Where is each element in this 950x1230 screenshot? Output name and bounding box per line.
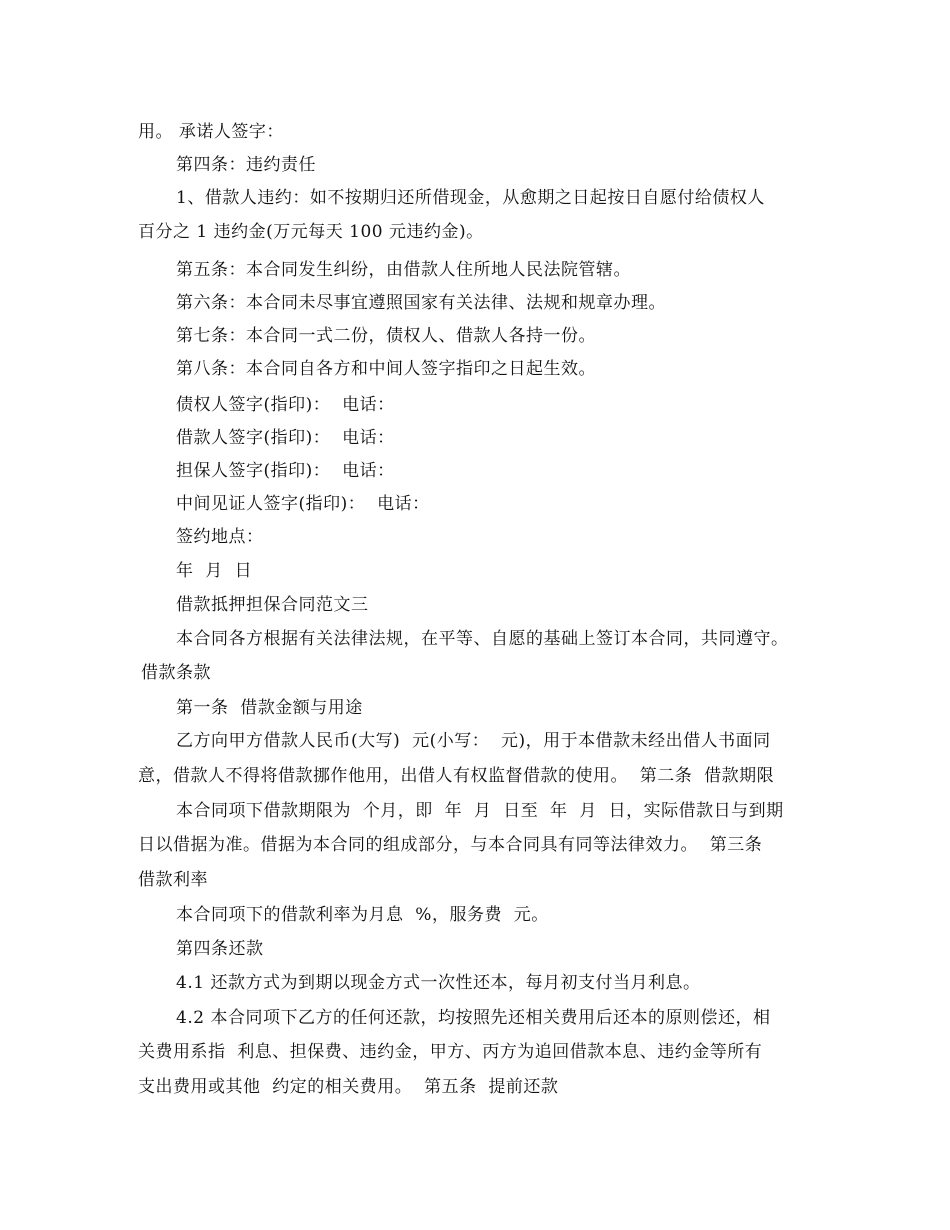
text-line: 关费用系指 利息、担保费、违约金，甲方、丙方为追回借款本息、违约金等所有 [138, 1042, 763, 1062]
text-line: 本合同项下借款期限为 个月，即 年 月 日至 年 月 日，实际借款日与到期 [176, 801, 784, 821]
text-line: 4.2 本合同项下乙方的任何还款，均按照先还相关费用后还本的原则偿还，相 [176, 1008, 771, 1028]
text-line: 年 月 日 [176, 561, 253, 581]
text-line: 百分之 1 违约金(万元每天 100 元违约金)。 [138, 222, 484, 242]
text-line: 1、借款人违约：如不按期归还所借现金，从愈期之日起按日自愿付给债权人 [176, 188, 765, 208]
text-line: 借款条款 [141, 663, 211, 683]
text-line: 第六条：本合同未尽事宜遵照国家有关法律、法规和规章办理。 [176, 293, 666, 313]
text-line: 支出费用或其他 约定的相关费用。 第五条 提前还款 [138, 1077, 559, 1097]
text-line: 第五条：本合同发生纠纷，由借款人住所地人民法院管辖。 [176, 260, 631, 280]
text-line: 4.1 还款方式为到期以现金方式一次性还本，每月初支付当月利息。 [176, 973, 701, 993]
text-line: 意，借款人不得将借款挪作他用，出借人有权监督借款的使用。 第二条 借款期限 [138, 766, 775, 786]
text-line: 本合同项下的借款利率为月息 %，服务费 元。 [176, 905, 549, 925]
text-line: 日以借据为准。借据为本合同的组成部分，与本合同具有同等法律效力。 第三条 [138, 835, 763, 855]
text-line: 借款人签字(指印)： 电话： [176, 428, 395, 448]
text-line: 第四条还款 [176, 939, 264, 959]
text-line: 第一条 借款金额与用途 [176, 698, 363, 718]
text-line: 乙方向甲方借款人民币(大写) 元(小写： 元)，用于本借款未经出借人书面同 [176, 731, 771, 751]
text-line: 第四条：违约责任 [176, 155, 316, 175]
text-line: 借款利率 [138, 870, 208, 890]
text-line: 中间见证人签字(指印)： 电话： [176, 494, 430, 514]
text-line: 签约地点： [176, 527, 264, 547]
text-line: 用。 承诺人签字： [138, 122, 284, 142]
text-line: 本合同各方根据有关法律法规，在平等、自愿的基础上签订本合同，共同遵守。 [176, 629, 789, 649]
text-line: 债权人签字(指印)： 电话： [176, 395, 395, 415]
text-line: 担保人签字(指印)： 电话： [176, 461, 395, 481]
text-line: 借款抵押担保合同范文三 [176, 595, 369, 615]
text-line: 第八条：本合同自各方和中间人签字指印之日起生效。 [176, 359, 596, 379]
text-line: 第七条：本合同一式二份，债权人、借款人各持一份。 [176, 326, 596, 346]
